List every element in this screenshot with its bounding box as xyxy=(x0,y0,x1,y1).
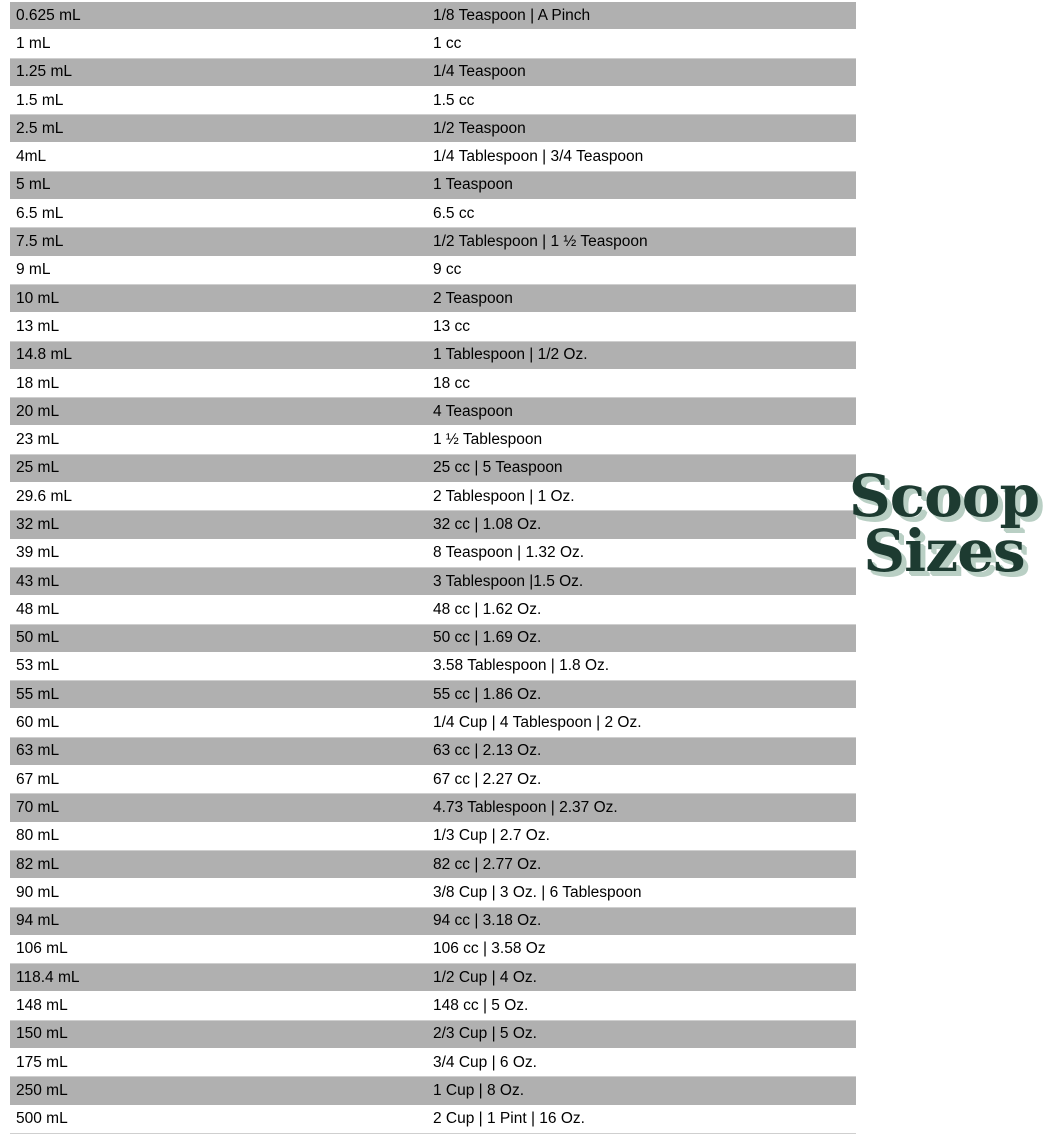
cell-equivalent: 148 cc | 5 Oz. xyxy=(427,992,856,1020)
cell-volume-ml: 7.5 mL xyxy=(10,228,427,256)
cell-equivalent: 18 cc xyxy=(427,369,856,397)
table-row xyxy=(10,398,856,426)
table-row xyxy=(10,341,856,369)
cell-equivalent: 8 Teaspoon | 1.32 Oz. xyxy=(427,539,856,567)
cell-volume-ml: 0.625 mL xyxy=(10,2,427,30)
table-row xyxy=(10,1077,856,1105)
cell-equivalent: 1/8 Teaspoon | A Pinch xyxy=(427,2,856,30)
table-row xyxy=(10,115,856,143)
cell-equivalent: 1/3 Cup | 2.7 Oz. xyxy=(427,822,856,850)
cell-equivalent: 50 cc | 1.69 Oz. xyxy=(427,624,856,652)
cell-equivalent: 1/2 Teaspoon xyxy=(427,115,856,143)
cell-volume-ml: 32 mL xyxy=(10,511,427,539)
cell-volume-ml: 53 mL xyxy=(10,652,427,680)
table-row xyxy=(10,652,856,680)
table-row xyxy=(10,992,856,1020)
cell-volume-ml: 9 mL xyxy=(10,256,427,284)
cell-equivalent: 1/4 Cup | 4 Tablespoon | 2 Oz. xyxy=(427,709,856,737)
table-row xyxy=(10,369,856,397)
cell-volume-ml: 13 mL xyxy=(10,313,427,341)
cell-volume-ml: 55 mL xyxy=(10,681,427,709)
table-row xyxy=(10,228,856,256)
table-row xyxy=(10,596,856,624)
cell-volume-ml: 50 mL xyxy=(10,624,427,652)
cell-equivalent: 82 cc | 2.77 Oz. xyxy=(427,850,856,878)
cell-equivalent: 9 cc xyxy=(427,256,856,284)
cell-equivalent: 3/4 Cup | 6 Oz. xyxy=(427,1048,856,1076)
logo-line-scoop: Scoop xyxy=(848,462,1040,530)
table-row xyxy=(10,454,856,482)
cell-equivalent: 3/8 Cup | 3 Oz. | 6 Tablespoon xyxy=(427,879,856,907)
cell-volume-ml: 106 mL xyxy=(10,935,427,963)
table-row xyxy=(10,1105,856,1133)
scoop-size-conversion-table xyxy=(10,2,856,1134)
table-row xyxy=(10,879,856,907)
cell-volume-ml: 67 mL xyxy=(10,766,427,794)
table-row xyxy=(10,426,856,454)
cell-equivalent: 1 Teaspoon xyxy=(427,171,856,199)
cell-volume-ml: 48 mL xyxy=(10,596,427,624)
cell-equivalent: 1 Tablespoon | 1/2 Oz. xyxy=(427,341,856,369)
table-row xyxy=(10,964,856,992)
table-row xyxy=(10,737,856,765)
cell-volume-ml: 175 mL xyxy=(10,1048,427,1076)
cell-volume-ml: 148 mL xyxy=(10,992,427,1020)
cell-volume-ml: 250 mL xyxy=(10,1077,427,1105)
cell-equivalent: 13 cc xyxy=(427,313,856,341)
cell-volume-ml: 2.5 mL xyxy=(10,115,427,143)
table-row xyxy=(10,907,856,935)
cell-equivalent: 1 cc xyxy=(427,30,856,58)
table-row xyxy=(10,284,856,312)
table-row xyxy=(10,86,856,114)
table-row xyxy=(10,567,856,595)
table-row xyxy=(10,766,856,794)
cell-equivalent: 2 Tablespoon | 1 Oz. xyxy=(427,483,856,511)
table-row xyxy=(10,30,856,58)
cell-volume-ml: 1.25 mL xyxy=(10,58,427,86)
cell-volume-ml: 20 mL xyxy=(10,398,427,426)
cell-equivalent: 1.5 cc xyxy=(427,86,856,114)
table-row xyxy=(10,313,856,341)
cell-equivalent: 1/4 Tablespoon | 3/4 Teaspoon xyxy=(427,143,856,171)
cell-equivalent: 4 Teaspoon xyxy=(427,398,856,426)
cell-volume-ml: 70 mL xyxy=(10,794,427,822)
cell-equivalent: 3 Tablespoon |1.5 Oz. xyxy=(427,567,856,595)
table-row xyxy=(10,256,856,284)
table-body xyxy=(10,2,856,1133)
cell-volume-ml: 94 mL xyxy=(10,907,427,935)
cell-volume-ml: 25 mL xyxy=(10,454,427,482)
cell-equivalent: 1/4 Teaspoon xyxy=(427,58,856,86)
cell-volume-ml: 6.5 mL xyxy=(10,200,427,228)
cell-volume-ml: 82 mL xyxy=(10,850,427,878)
cell-equivalent: 2/3 Cup | 5 Oz. xyxy=(427,1020,856,1048)
table-row xyxy=(10,539,856,567)
logo-line-sizes: Sizes xyxy=(863,517,1025,586)
cell-volume-ml: 10 mL xyxy=(10,284,427,312)
cell-volume-ml: 23 mL xyxy=(10,426,427,454)
cell-volume-ml: 500 mL xyxy=(10,1105,427,1133)
cell-equivalent: 1 Cup | 8 Oz. xyxy=(427,1077,856,1105)
cell-volume-ml: 1 mL xyxy=(10,30,427,58)
cell-volume-ml: 63 mL xyxy=(10,737,427,765)
cell-equivalent: 55 cc | 1.86 Oz. xyxy=(427,681,856,709)
cell-equivalent: 6.5 cc xyxy=(427,200,856,228)
table-row xyxy=(10,850,856,878)
table-row xyxy=(10,1048,856,1076)
table-row xyxy=(10,483,856,511)
table-row xyxy=(10,794,856,822)
table-row xyxy=(10,1020,856,1048)
cell-equivalent: 32 cc | 1.08 Oz. xyxy=(427,511,856,539)
cell-volume-ml: 80 mL xyxy=(10,822,427,850)
cell-volume-ml: 4mL xyxy=(10,143,427,171)
cell-equivalent: 2 Cup | 1 Pint | 16 Oz. xyxy=(427,1105,856,1133)
cell-equivalent: 63 cc | 2.13 Oz. xyxy=(427,737,856,765)
cell-volume-ml: 60 mL xyxy=(10,709,427,737)
cell-equivalent: 1 ½ Tablespoon xyxy=(427,426,856,454)
table-row xyxy=(10,200,856,228)
table-row xyxy=(10,143,856,171)
cell-volume-ml: 90 mL xyxy=(10,879,427,907)
cell-volume-ml: 29.6 mL xyxy=(10,483,427,511)
table-row xyxy=(10,511,856,539)
cell-equivalent: 1/2 Tablespoon | 1 ½ Teaspoon xyxy=(427,228,856,256)
table-row xyxy=(10,681,856,709)
scoop-sizes-logo xyxy=(839,462,1049,586)
table-row xyxy=(10,935,856,963)
cell-volume-ml: 14.8 mL xyxy=(10,341,427,369)
cell-volume-ml: 5 mL xyxy=(10,171,427,199)
cell-volume-ml: 39 mL xyxy=(10,539,427,567)
cell-volume-ml: 43 mL xyxy=(10,567,427,595)
cell-equivalent: 67 cc | 2.27 Oz. xyxy=(427,766,856,794)
cell-equivalent: 94 cc | 3.18 Oz. xyxy=(427,907,856,935)
cell-volume-ml: 118.4 mL xyxy=(10,964,427,992)
table-row xyxy=(10,624,856,652)
table-row xyxy=(10,2,856,30)
table-row xyxy=(10,822,856,850)
cell-volume-ml: 1.5 mL xyxy=(10,86,427,114)
cell-equivalent: 106 cc | 3.58 Oz xyxy=(427,935,856,963)
cell-volume-ml: 18 mL xyxy=(10,369,427,397)
cell-equivalent: 25 cc | 5 Teaspoon xyxy=(427,454,856,482)
cell-equivalent: 1/2 Cup | 4 Oz. xyxy=(427,964,856,992)
cell-volume-ml: 150 mL xyxy=(10,1020,427,1048)
cell-equivalent: 48 cc | 1.62 Oz. xyxy=(427,596,856,624)
cell-equivalent: 2 Teaspoon xyxy=(427,284,856,312)
table-row xyxy=(10,709,856,737)
cell-equivalent: 4.73 Tablespoon | 2.37 Oz. xyxy=(427,794,856,822)
table-row xyxy=(10,171,856,199)
table-row xyxy=(10,58,856,86)
cell-equivalent: 3.58 Tablespoon | 1.8 Oz. xyxy=(427,652,856,680)
